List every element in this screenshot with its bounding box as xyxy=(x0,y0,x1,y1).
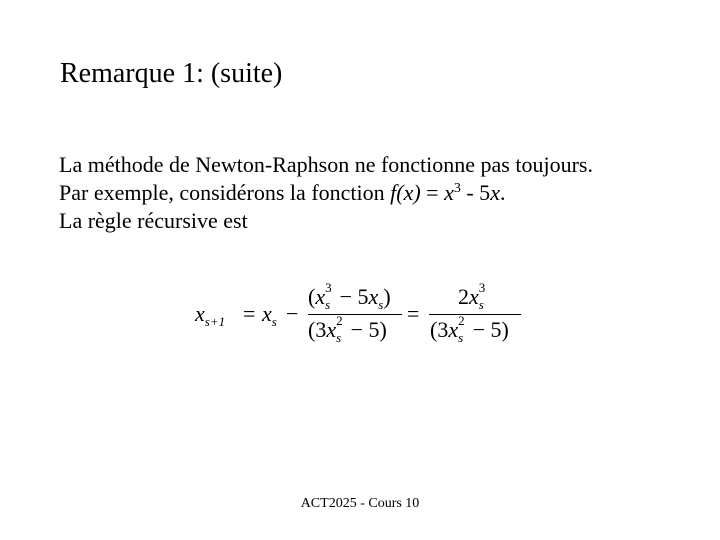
fraction1-bar xyxy=(308,314,402,315)
period: . xyxy=(499,180,506,205)
function-name: f(x) xyxy=(390,180,421,205)
num1-exp: 3 xyxy=(325,280,332,295)
slide-footer: ACT2025 - Cours 10 xyxy=(300,496,420,511)
num2-sub: s xyxy=(478,297,484,312)
num1-x: x xyxy=(315,284,326,309)
num2-coef: 2 xyxy=(458,284,469,309)
den2-sub: s xyxy=(458,330,464,345)
num1-supsub xyxy=(325,280,334,312)
lhs-variable: x xyxy=(195,301,205,326)
body-line-1: La méthode de Newton-Raphson ne fonctionne pas toujours. xyxy=(59,152,593,177)
num1-open-paren: ( xyxy=(308,284,316,309)
fraction1-numerator xyxy=(308,280,391,312)
fraction2-denominator xyxy=(430,313,509,345)
minus-term: - 5 xyxy=(460,180,491,205)
den2-minus-five: − 5) xyxy=(467,317,509,342)
den1-supsub xyxy=(336,313,345,345)
formula-equals-1: = xyxy=(243,301,256,326)
num2-supsub xyxy=(478,280,488,312)
den1-minus-five: − 5) xyxy=(345,317,387,342)
den2-supsub xyxy=(458,313,467,345)
den1-exp: 2 xyxy=(336,313,343,328)
lhs-subscript: s+1 xyxy=(204,314,226,329)
den1-sub: s xyxy=(336,330,342,345)
fraction2-bar xyxy=(429,314,521,315)
xs-variable: x xyxy=(262,301,272,326)
fraction2-numerator xyxy=(458,280,488,312)
body-line-2-prefix: Par exemple, considérons la fonction xyxy=(59,180,391,205)
num2-x: x xyxy=(469,284,479,309)
formula-lhs xyxy=(195,301,226,329)
body-line-2 xyxy=(59,179,593,207)
slide-title: Remarque 1: (suite) xyxy=(60,58,283,89)
den2-x: x xyxy=(448,317,459,342)
formula-xs xyxy=(262,301,277,329)
formula-equals-2: = xyxy=(407,301,420,326)
num1-sub: s xyxy=(325,297,331,312)
den2-open: (3 xyxy=(430,317,449,342)
formula-minus: − xyxy=(286,301,299,326)
den1-x: x xyxy=(326,317,337,342)
den2-exp: 2 xyxy=(458,313,465,328)
recursive-formula xyxy=(195,280,525,348)
fraction1-denominator xyxy=(308,313,387,345)
xs-subscript: s xyxy=(271,314,277,329)
num1-close-paren: ) xyxy=(383,284,391,309)
num1-minus-five: − 5 xyxy=(334,284,369,309)
num2-exp: 3 xyxy=(478,280,486,295)
body-line-3: La règle récursive est xyxy=(59,208,248,233)
num1-x2: x xyxy=(368,284,379,309)
variable-x-2: x xyxy=(490,180,500,205)
exponent: 3 xyxy=(453,181,461,196)
variable-x: x xyxy=(444,180,454,205)
num1-sub2: s xyxy=(378,297,384,312)
slide-body xyxy=(59,151,593,235)
den1-open: (3 xyxy=(308,317,327,342)
equals-sign: = xyxy=(420,180,445,205)
